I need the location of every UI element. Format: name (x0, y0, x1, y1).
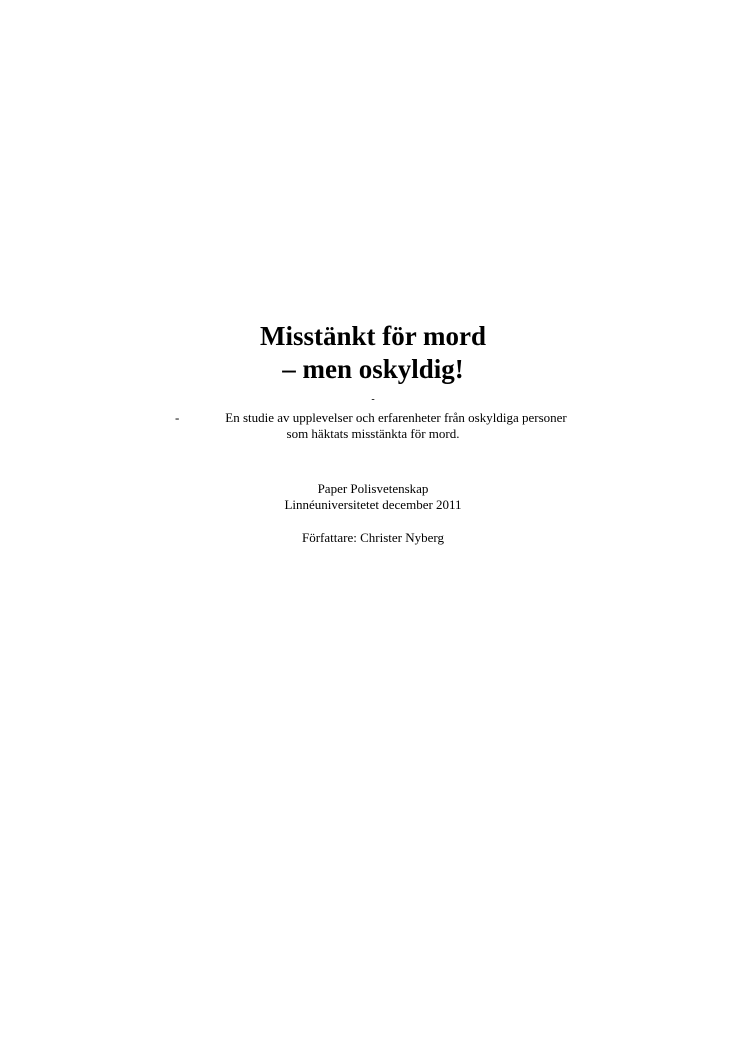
subtitle-bullet: - (175, 410, 180, 425)
title-block (0, 320, 746, 386)
separator-dash: - (371, 394, 375, 405)
subtitle-row-1 (0, 410, 746, 426)
subtitle-line-2: som häktats misstänkta för mord. (286, 426, 460, 441)
subtitle-line-1: En studie av upplevelser och erfarenheter från oskyldiga personer (225, 410, 567, 425)
subtitle-block (0, 410, 746, 442)
institution-date: Linnéuniversitetet december 2011 (284, 497, 462, 512)
document-title-line-1: Misstänkt för mord (260, 321, 486, 351)
document-title-line-2: – men oskyldig! (282, 354, 464, 384)
paper-type: Paper Polisvetenskap (317, 481, 429, 496)
author-line: Författare: Christer Nyberg (302, 530, 444, 545)
subtitle-row-2 (0, 426, 746, 442)
